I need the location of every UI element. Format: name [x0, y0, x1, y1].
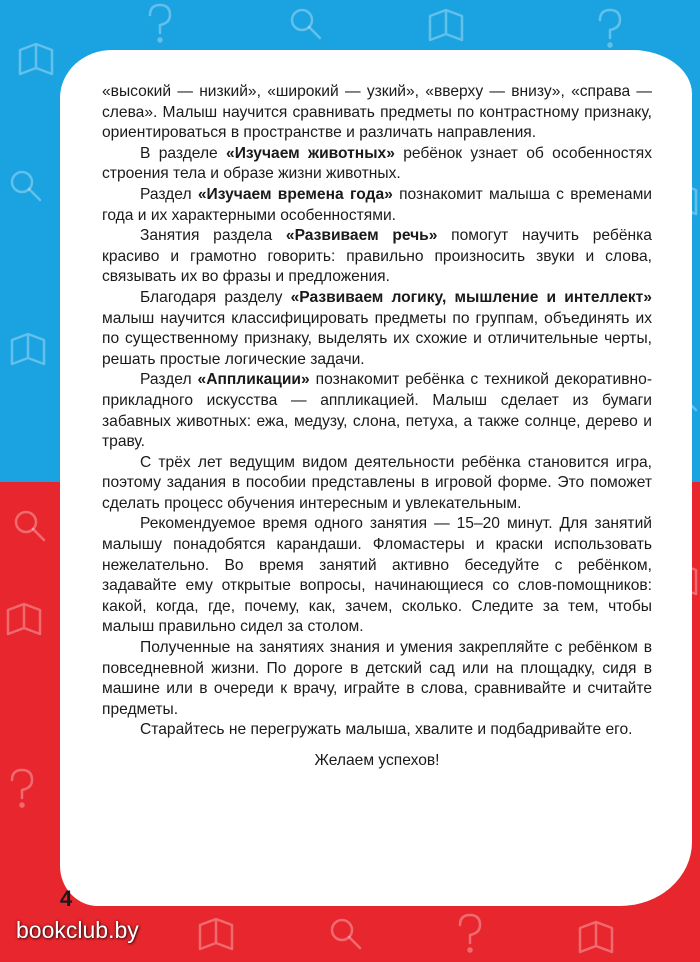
- text-run: Полученные на занятиях знания и умения закрепляйте с ребёнком в повседневной жизни. По дороге в детский сад или на площадку, сидя в машине или в очереди к врачу, играйте в слова, сравнивайте и считайте предметы.: [102, 639, 652, 718]
- text-run: В разделе: [140, 144, 227, 162]
- section-title: «Аппликации»: [197, 371, 310, 389]
- paragraph: [102, 144, 652, 185]
- paragraph: [102, 720, 652, 741]
- book-icon: [200, 919, 232, 949]
- question-mark-icon: [150, 5, 170, 42]
- text-run: ребёнок узнает об особенностях строения тела и образе жизни животных.: [102, 144, 652, 183]
- magnifier-icon: [16, 512, 44, 540]
- book-icon: [580, 922, 612, 952]
- text-run: Занятия раздела: [140, 227, 286, 245]
- section-title: «Развиваем логику, мышление и интеллект»: [290, 288, 652, 306]
- magnifier-icon: [332, 920, 360, 948]
- section-title: «Изучаем животных»: [226, 144, 395, 162]
- paragraph: [102, 370, 652, 452]
- paragraph: [102, 82, 652, 144]
- question-mark-icon: [12, 770, 32, 807]
- text-run: Раздел: [140, 371, 198, 389]
- section-title: «Изучаем времена года»: [197, 185, 393, 203]
- text-run: С трёх лет ведущим видом деятельности ребёнка становится игра, поэтому задания в пособии представлены в игровой форме. Это поможет сделать процесс обучения интересным и увлекательным.: [102, 453, 652, 512]
- paragraph: [102, 514, 652, 638]
- page-number: 4: [60, 886, 73, 911]
- paragraph: [102, 226, 652, 288]
- closing-line: Желаем успехов!: [314, 752, 440, 769]
- text-run: Рекомендуемое время одного занятия — 15–20 минут. Для занятий малышу понадобятся карандаши. Фломастеры и краски использовать нежелательно. Во время занятий активно беседуйте с ребёнком, задавайте ему открытые вопросы, начинающиеся со слов-помощников: какой, когда, где, почему, как, зачем, сколько. Следите за тем, чтобы малыш правильно сидел за столом.: [102, 515, 652, 636]
- magnifier-icon: [292, 10, 320, 38]
- paragraph: [102, 453, 652, 515]
- text-run: «высокий — низкий», «широкий — узкий», «вверху — внизу», «справа — слева». Малыш научится сравнивать предметы по контрастному признаку, ориентироваться в пространстве и различать направления.: [102, 83, 652, 142]
- book-icon: [20, 44, 52, 74]
- text-run: Благодаря разделу: [140, 288, 291, 306]
- text-run: Старайтесь не перегружать малыша, хвалите и подбадривайте его.: [140, 721, 633, 739]
- paragraph: [102, 185, 652, 226]
- paragraph: [102, 638, 652, 720]
- question-mark-icon: [600, 10, 620, 47]
- question-mark-icon: [460, 915, 480, 952]
- text-run: познакомит малыша с временами года и их характерными особенностями.: [102, 185, 653, 224]
- paragraph: [102, 288, 652, 370]
- book-icon: [430, 10, 462, 40]
- text-run: познакомит ребёнка с техникой декоративно-прикладного искусства — аппликацией. Малыш сделает из бумаги забавных животных: ежа, медузу, слона, петуха, а также солнце, дерево и траву.: [102, 371, 653, 451]
- watermark: bookclub.by: [16, 917, 139, 943]
- magnifier-icon: [12, 172, 40, 200]
- body-text: [102, 82, 652, 772]
- section-title: «Развиваем речь»: [285, 227, 438, 245]
- text-run: Раздел: [140, 185, 198, 203]
- book-icon: [8, 604, 40, 634]
- text-run: помогут научить ребёнка красиво и грамотно говорить: правильно произносить звуки и слова, связывать их во фразы и предложения.: [102, 227, 652, 286]
- book-icon: [12, 334, 44, 364]
- text-run: малыш научится классифицировать предметы по группам, объединять их по существенному признаку, выделять их схожие и отличительные черты, решать простые логические задачи.: [102, 309, 652, 368]
